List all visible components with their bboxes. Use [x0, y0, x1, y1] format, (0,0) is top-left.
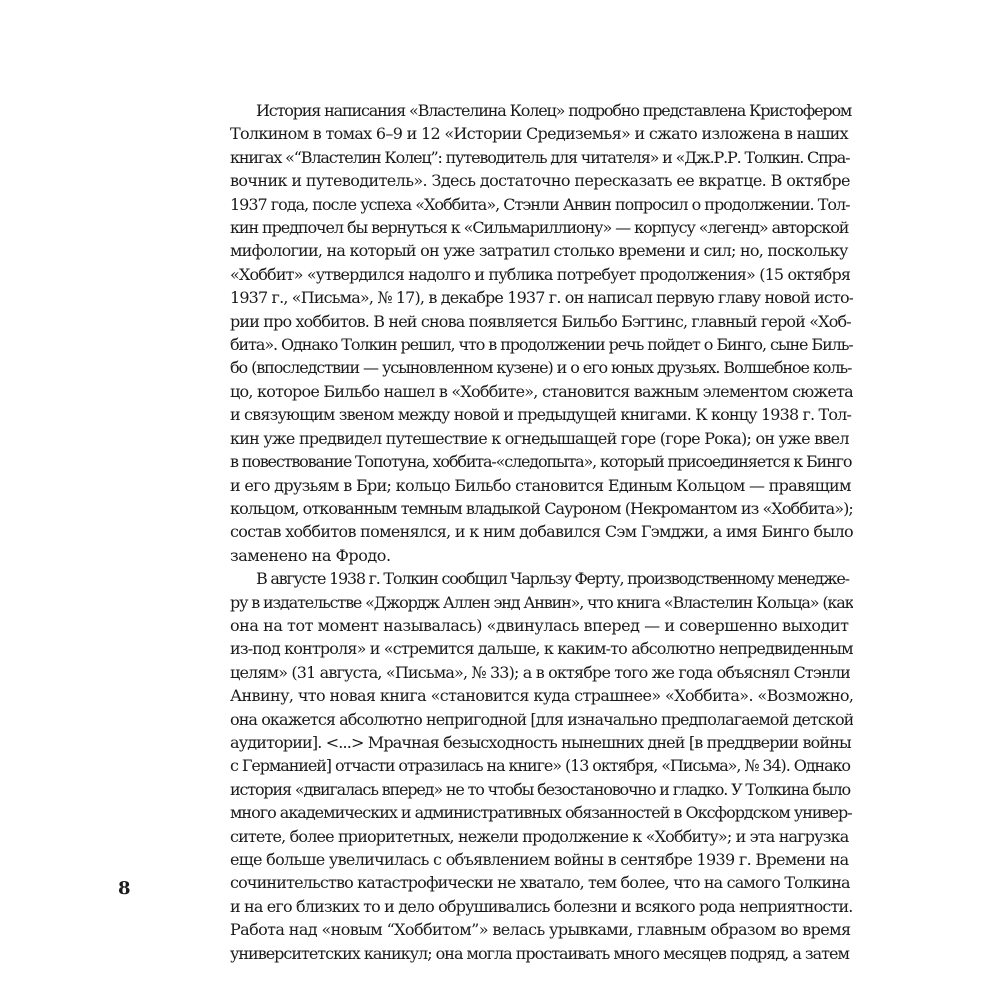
text-line: и его друзьям в Бри; кольцо Бильбо становится Единым Кольцом — правящим: [230, 475, 851, 495]
text-line: Работа над «новым “Хоббитом”» велась урывками, главным образом во время: [230, 920, 851, 940]
text-line: вочник и путеводитель». Здесь достаточно пересказать ее вкратце. В октябре: [230, 171, 850, 191]
text-line: из-под контроля» и «стремится дальше, к каким-то абсолютно непредвиденным: [230, 639, 853, 659]
text-line: кин предпочел бы вернуться к «Сильмариллиону» — корпусу «легенд» авторской: [230, 218, 849, 238]
text-line: кольцом, откованным темным владыкой Сауроном (Некромантом из «Хоббита»);: [230, 498, 853, 518]
text-line: 1937 г., «Письма», № 17), в декабре 1937 г. он написал первую главу новой исто-: [230, 288, 853, 308]
text-line: Толкином в томах 6–9 и 12 «Истории Средиземья» и сжато изложена в наших: [230, 124, 848, 144]
text-line: 1937 года, после успеха «Хоббита», Стэнли Анвин попросил о продолжении. Тол-: [230, 194, 850, 214]
text-line: бо (впоследствии — усыновленном кузене) и о его юных друзьях. Волшебное коль-: [230, 358, 852, 378]
text-line: «Хоббит» «утвердился надолго и публика потребует продолжения» (15 октября: [230, 264, 851, 284]
text-line: рии про хоббитов. В ней снова появляется Бильбо Бэггинс, главный герой «Хоб-: [230, 311, 851, 331]
text-line: мифологии, на который он уже затратил столько времени и сил; но, поскольку: [230, 241, 848, 261]
text-line: цо, которое Бильбо нашел в «Хоббите», становится важным элементом сюжета: [230, 381, 853, 401]
text-line: книгах «“Властелин Колец”: путеводитель для читателя» и «Дж.Р.Р. Толкин. Спра-: [230, 147, 850, 167]
text-line: аудитории]. <...> Мрачная безысходность нынешних дней [в преддверии войны: [230, 732, 851, 752]
text-line: кин уже предвидел путешествие к огнедышащей горе (горе Рока); он уже ввел: [230, 428, 849, 448]
text-line: ру в издательстве «Джордж Аллен энд Анвин», что книга «Властелин Кольца» (как: [230, 592, 853, 612]
page-number: 8: [118, 878, 131, 899]
text-line: История написания «Властелина Колец» подробно представлена Кристофером: [256, 101, 852, 120]
text-line: сочинительство катастрофически не хватало, тем более, что на самого Толкина: [230, 873, 850, 893]
text-line: она окажется абсолютно непригодной [для изначально предполагаемой детской: [230, 709, 853, 729]
body-text: [230, 99, 853, 965]
text-line: В августе 1938 г. Толкин сообщил Чарльзу Ферту, производственному менедже-: [256, 569, 849, 589]
text-line: заменено на Фродо.: [230, 545, 391, 565]
text-line: еще больше увеличилась с объявлением войны в сентябре 1939 г. Времени на: [230, 850, 849, 869]
text-line: ситете, более приоритетных, нежели продолжение к «Хоббиту»; и эта нагрузка: [230, 826, 849, 846]
paragraph: [230, 99, 853, 567]
text-line: бита». Однако Толкин решил, что в продолжении речь пойдет о Бинго, сыне Биль-: [230, 335, 853, 355]
text-line: состав хоббитов поменялся, и к ним добавился Сэм Гэмджи, а имя Бинго было: [230, 522, 853, 542]
text-line: Анвину, что новая книга «становится куда страшнее» «Хоббита». «Возможно,: [230, 686, 853, 706]
text-line: и на его близких то и дело обрушивались болезни и всякого рода неприятности.: [230, 896, 853, 916]
text-line: история «двигалась вперед» не то чтобы безостановочно и гладко. У Толкина было: [230, 779, 850, 799]
text-line: много академических и административных обязанностей в Оксфордском универ-: [230, 803, 852, 823]
text-line: она на тот момент называлась) «двинулась вперед — и совершенно выходит: [230, 615, 849, 635]
text-line: целям» (31 августа, «Письма», № 33); а в октябре того же года объяснял Стэнли: [230, 662, 850, 682]
text-line: в повествование Топотуна, хоббита-«следопыта», который присоединяется к Бинго: [230, 452, 852, 472]
paragraph: [230, 567, 853, 965]
text-line: с Германией] отчасти отразилась на книге» (13 октября, «Письма», № 34). Однако: [230, 756, 850, 776]
text-line: университетских каникул; она могла простаивать много месяцев подряд, а затем: [230, 943, 849, 963]
text-line: и связующим звеном между новой и предыдущей книгами. К концу 1938 г. Тол-: [230, 405, 851, 425]
